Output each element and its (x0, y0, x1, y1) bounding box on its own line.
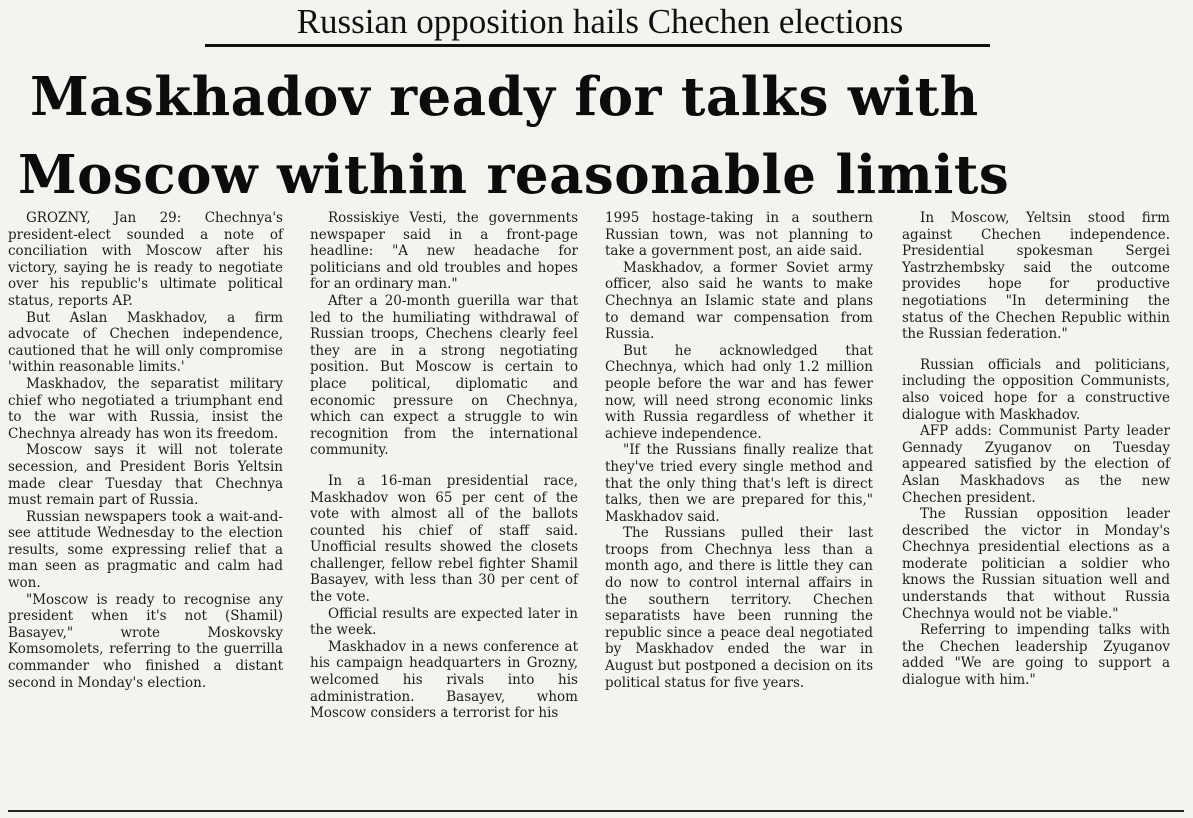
article-column-3 (605, 210, 873, 691)
paragraph: Russian newspapers took a wait-and-see attitude Wednesday to the election results, some expressing relief that a man seen as pragmatic and calm had won. (8, 508, 283, 592)
paragraph: Referring to impending talks with the Chechen leadership Zyuganov added "We are going to support a dialogue with him." (902, 622, 1170, 689)
paragraph: "Moscow is ready to recognise any president when it's not (Shamil) Basayev," wrote Moskovsky Komsomolets, referring to the guerrilla commander who finished a distant second in Monday's election. (8, 591, 283, 691)
paragraph: Rossiskiye Vesti, the governments newspaper said in a front-page headline: "A new headache for politicians and old troubles and hopes for an ordinary man." (310, 210, 578, 293)
article-column-4 (902, 210, 1170, 689)
paragraph: Russian officials and politicians, including the opposition Communists, also voiced hope for a constructive dialogue with Maskhadov. (902, 356, 1170, 423)
paragraph: Maskhadov in a news conference at his campaign headquarters in Grozny, welcomed his rivals into his administration. Basayev, whom Moscow considers a terrorist for his (310, 638, 578, 722)
paragraph: In Moscow, Yeltsin stood firm against Chechen independence. Presidential spokesman Sergei Yastrzhembsky said the outcome provides hope for productive negotiations "In determining the status of the Chechen Republic within the Russian federation." (902, 210, 1170, 343)
article-column-2 (310, 210, 578, 722)
paragraph: AFP adds: Communist Party leader Gennady Zyuganov on Tuesday appeared satisfied by the election of Aslan Maskhadovs as the new Chechen president. (902, 423, 1170, 506)
headline-line-2: Moscow within reasonable limits (18, 144, 1010, 206)
paragraph: But Aslan Maskhadov, a firm advocate of Chechen independence, cautioned that he will only compromise 'within reasonable limits.' (8, 309, 283, 376)
paragraph: But he acknowledged that Chechnya, which had only 1.2 million people before the war and has fewer now, will need strong economic links with Russia regardless of whether it achieve independence. (605, 342, 873, 442)
bottom-rule (8, 810, 1184, 812)
kicker-underline (205, 44, 990, 47)
paragraph: Maskhadov, the separatist military chief who negotiated a triumphant end to the war with Russia, insist the Chechnya already has won its freedom. (8, 375, 283, 442)
paragraph: GROZNY, Jan 29: Chechnya's president-elect sounded a note of conciliation with Moscow after his victory, saying he is ready to negotiate over his republic's ultimate political status, reports AP. (8, 210, 283, 309)
paragraph: The Russian opposition leader described the victor in Monday's Chechnya presidential elections as a moderate politician a soldier who knows the Russian situation well and understands that without Russia Chechnya would not be viable." (902, 506, 1170, 622)
article-column-1 (8, 210, 283, 691)
paragraph: In a 16-man presidential race, Maskhadov won 65 per cent of the vote with almost all of the ballots counted his chief of staff said. Unofficial results showed the closets challenger, fellow rebel fighter Shamil Basayev, with less than 30 per cent of the vote. (310, 472, 578, 606)
paragraph: Maskhadov, a former Soviet army officer, also said he wants to make Chechnya an Islamic state and plans to demand war compensation from Russia. (605, 259, 873, 343)
paragraph: 1995 hostage-taking in a southern Russian town, was not planning to take a government post, an aide said. (605, 210, 873, 260)
paragraph: Moscow says it will not tolerate secession, and President Boris Yeltsin made clear Tuesday that Chechnya must remain part of Russia. (8, 442, 283, 509)
paragraph: The Russians pulled their last troops from Chechnya less than a month ago, and there is little they can do now to control internal affairs in the southern territory. Chechen separatists have been running the republic since a peace deal negotiated by Maskhadov ended the war in August but postponed a decision on its political status for five years. (605, 525, 873, 691)
paragraph: "If the Russians finally realize that they've tried every single method and that the only thing that's left is direct talks, then we are prepared for this," Maskhadov said. (605, 442, 873, 525)
headline-line-1: Maskhadov ready for talks with (30, 66, 979, 128)
paragraph: After a 20-month guerilla war that led to the humiliating withdrawal of Russian troops, Chechens clearly feel they are in a strong negotiating position. But Moscow is certain to place political, diplomatic and economic pressure on Chechnya, which can expect a struggle to win recognition from the international community. (310, 292, 578, 459)
kicker-headline: Russian opposition hails Chechen elections (296, 2, 904, 41)
paragraph: Official results are expected later in the week. (310, 605, 578, 639)
